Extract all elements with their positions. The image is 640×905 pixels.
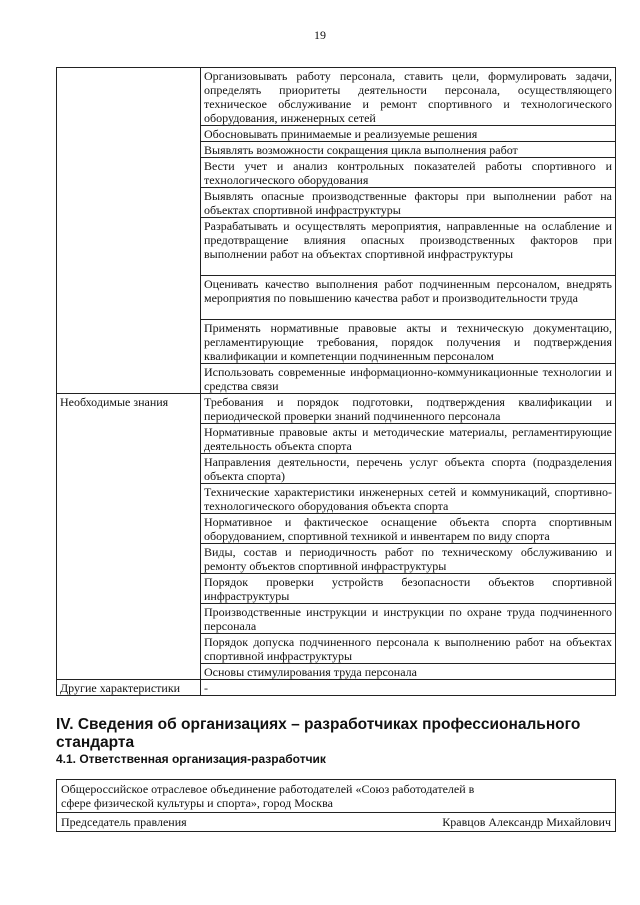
section-title: IV. Сведения об организациях – разработчиках профессионального стандарта bbox=[56, 716, 581, 751]
knowledge-item: Требования и порядок подготовки, подтверждения квалификации и периодической проверки знаний подчиненного персонала bbox=[201, 394, 616, 424]
skill-item: Выявлять опасные производственные факторы при выполнении работ на объектах спортивной инфраструктуры bbox=[201, 188, 616, 218]
knowledge-item: Порядок допуска подчиненного персонала к выполнению работ на объектах спортивной инфраструктуры bbox=[201, 634, 616, 664]
skill-item: Использовать современные информационно-коммуникационные технологии и средства связи bbox=[201, 364, 616, 394]
responsible-organization bbox=[56, 779, 616, 832]
skill-item: Выявлять возможности сокращения цикла выполнения работ bbox=[201, 142, 616, 158]
knowledge-item: Направления деятельности, перечень услуг объекта спорта (подразделения объекта спорта) bbox=[201, 454, 616, 484]
page-number: 19 bbox=[314, 28, 326, 42]
competency-table bbox=[56, 67, 616, 696]
table-row bbox=[57, 780, 616, 813]
chair-name: Кравцов Александр Михайлович bbox=[301, 813, 616, 832]
table-row bbox=[57, 68, 616, 126]
knowledge-item: Нормативные правовые акты и методические материалы, регламентирующие деятельность объекта спорта bbox=[201, 424, 616, 454]
organization-table bbox=[56, 779, 616, 832]
knowledge-item: Технические характеристики инженерных сетей и коммуникаций, спортивно-технологического оборудования объекта спорта bbox=[201, 484, 616, 514]
table-row bbox=[57, 813, 616, 832]
chair-position: Председатель правления bbox=[57, 813, 301, 832]
skill-item: Обосновывать принимаемые и реализуемые решения bbox=[201, 126, 616, 142]
skill-item: Вести учет и анализ контрольных показателей работы спортивного и технологического оборудования bbox=[201, 158, 616, 188]
other-value: - bbox=[201, 680, 616, 696]
skill-item: Разрабатывать и осуществлять мероприятия, направленные на ослабление и предотвращение влияния опасных производственных факторов при выполнении работ на объектах спортивной инфраструктуры bbox=[201, 218, 616, 276]
other-label: Другие характеристики bbox=[57, 680, 201, 696]
organization-name: Общероссийское отраслевое объединение работодателей «Союз работодателей в сфере физической культуры и спорта», город Москва bbox=[57, 780, 616, 813]
skills-label-cell bbox=[57, 68, 201, 394]
skill-item: Применять нормативные правовые акты и техническую документацию, регламентирующие требования, порядок получения и подтверждения квалификации и компетенции подчиненным персоналом bbox=[201, 320, 616, 364]
skill-item: Оценивать качество выполнения работ подчиненным персоналом, внедрять мероприятия по повышению качества работ и производительности труда bbox=[201, 276, 616, 320]
knowledge-item: Виды, состав и периодичность работ по техническому обслуживанию и ремонту объектов спортивной инфраструктуры bbox=[201, 544, 616, 574]
knowledge-item: Производственные инструкции и инструкции по охране труда подчиненного персонала bbox=[201, 604, 616, 634]
table-row bbox=[57, 394, 616, 424]
skill-item: Организовывать работу персонала, ставить цели, формулировать задачи, определять приоритеты деятельности персонала, осуществляющего техническое обслуживание и ремонт спортивного и технологического оборудования, инженерных сетей bbox=[201, 68, 616, 126]
knowledge-label: Необходимые знания bbox=[57, 394, 201, 680]
knowledge-item: Нормативное и фактическое оснащение объекта спорта спортивным оборудованием, спортивной техникой и инвентарем по виду спорта bbox=[201, 514, 616, 544]
knowledge-item: Основы стимулирования труда персонала bbox=[201, 664, 616, 680]
subsection-title: 4.1. Ответственная организация-разработчик bbox=[56, 752, 326, 766]
table-row bbox=[57, 680, 616, 696]
knowledge-item: Порядок проверки устройств безопасности объектов спортивной инфраструктуры bbox=[201, 574, 616, 604]
